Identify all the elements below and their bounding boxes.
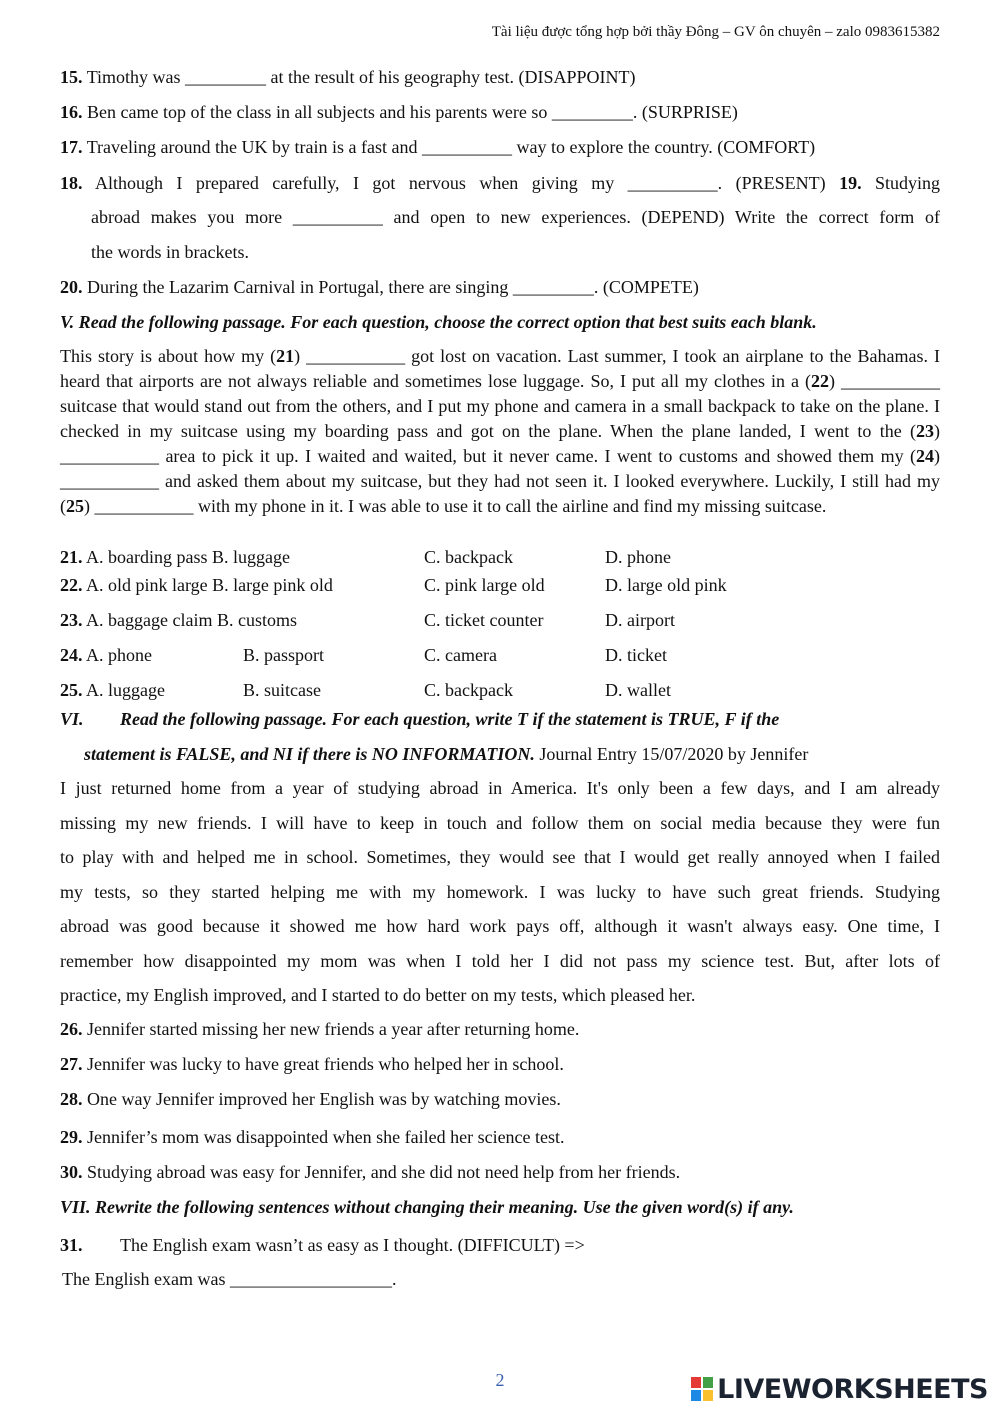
question-17: 17. Traveling around the UK by train is a fast and __________ way to explore the country. (COMFORT) [60, 137, 816, 157]
section-7-heading: VII. Rewrite the following sentences without changing their meaning. Use the given word(s) if any. [60, 1197, 794, 1217]
passage-6-line: abroad was good because it showed me how hard work pays off, although it wasn't always easy. One time, I [60, 916, 940, 936]
question-19: abroad makes you more __________ and open to new experiences. (DEPEND) Write the correct form of [91, 207, 940, 227]
passage-6-line: practice, my English improved, and I started to do better on my tests, which pleased her. [60, 985, 696, 1005]
liveworksheets-logo: LIVEWORKSHEETS [691, 1374, 988, 1404]
passage-6-line: remember how disappointed my mom was when I told her I did not pass my science test. But, after lots of [60, 951, 940, 971]
passage-6-line: I just returned home from a year of studying abroad in America. It's only been a few days, and I am already [60, 778, 940, 798]
liveworksheets-logo-icon [691, 1377, 713, 1401]
passage-6-line: missing my new friends. I will have to keep in touch and follow them on social media because they were fun [60, 813, 940, 833]
question-19-continued: the words in brackets. [91, 242, 249, 262]
question-26: 26. Jennifer started missing her new friends a year after returning home. [60, 1019, 580, 1039]
question-31: 31. The English exam wasn’t as easy as I thought. (DIFFICULT) => [60, 1235, 585, 1255]
page-number: 2 [495, 1370, 505, 1390]
question-27: 27. Jennifer was lucky to have great friends who helped her in school. [60, 1054, 564, 1074]
question-28: 28. One way Jennifer improved her English was by watching movies. [60, 1089, 561, 1109]
section-6-heading: VI. Read the following passage. For each question, write T if the statement is TRUE, F if the [60, 709, 780, 729]
question-16: 16. Ben came top of the class in all subjects and his parents were so _________. (SURPRISE) [60, 102, 738, 122]
passage-6-line: to play with and helped me in school. Sometimes, they would see that I would get really annoyed when I failed [60, 847, 940, 867]
question-29: 29. Jennifer’s mom was disappointed when she failed her science test. [60, 1127, 565, 1147]
passage-6-line: my tests, so they started helping me with my homework. I was lucky to have such great friends. Studying [60, 882, 940, 902]
question-15: 15. Timothy was _________ at the result of his geography test. (DISAPPOINT) [60, 67, 636, 87]
question-20: 20. During the Lazarim Carnival in Portugal, there are singing _________. (COMPETE) [60, 277, 699, 297]
section-5-heading: V. Read the following passage. For each question, choose the correct option that best suits each blank. [60, 312, 817, 332]
passage-5: This story is about how my (21) ___________ got lost on vacation. Last summer, I took an airplane to the Bahamas. I heard that airports are not always reliable and sometimes lose luggage. So, I put all my clothes in a (22) ___________ suitcase that would stand out from the others, and I put my phone and camera in a small backpack to take on the plane. I checked in my suitcase using my boarding pass and got on the plane. When the plane landed, I went to the (23) ___________ area to pick it up. I waited and waited, but it never came. I went to customs and showed them my (24) ___________ and asked them about my suitcase, but they had not seen it. I looked everywhere. Luckily, I still had my (25) ___________ with my phone in it. I was able to use it to call the airline and find my missing suitcase. [60, 346, 941, 516]
question-31-answer-line: The English exam was __________________. [62, 1269, 397, 1289]
question-30: 30. Studying abroad was easy for Jennifer, and she did not need help from her friends. [60, 1162, 681, 1182]
question-18: 18. Although I prepared carefully, I got nervous when giving my __________. (PRESENT) 19. Studying [60, 173, 941, 193]
page-header: Tài liệu được tổng hợp bởi thầy Đông – GV ôn chuyên – zalo 0983615382 [491, 24, 940, 40]
section-6-heading-continued: statement is FALSE, and NI if there is NO INFORMATION. Journal Entry 15/07/2020 by Jennifer [84, 744, 809, 764]
